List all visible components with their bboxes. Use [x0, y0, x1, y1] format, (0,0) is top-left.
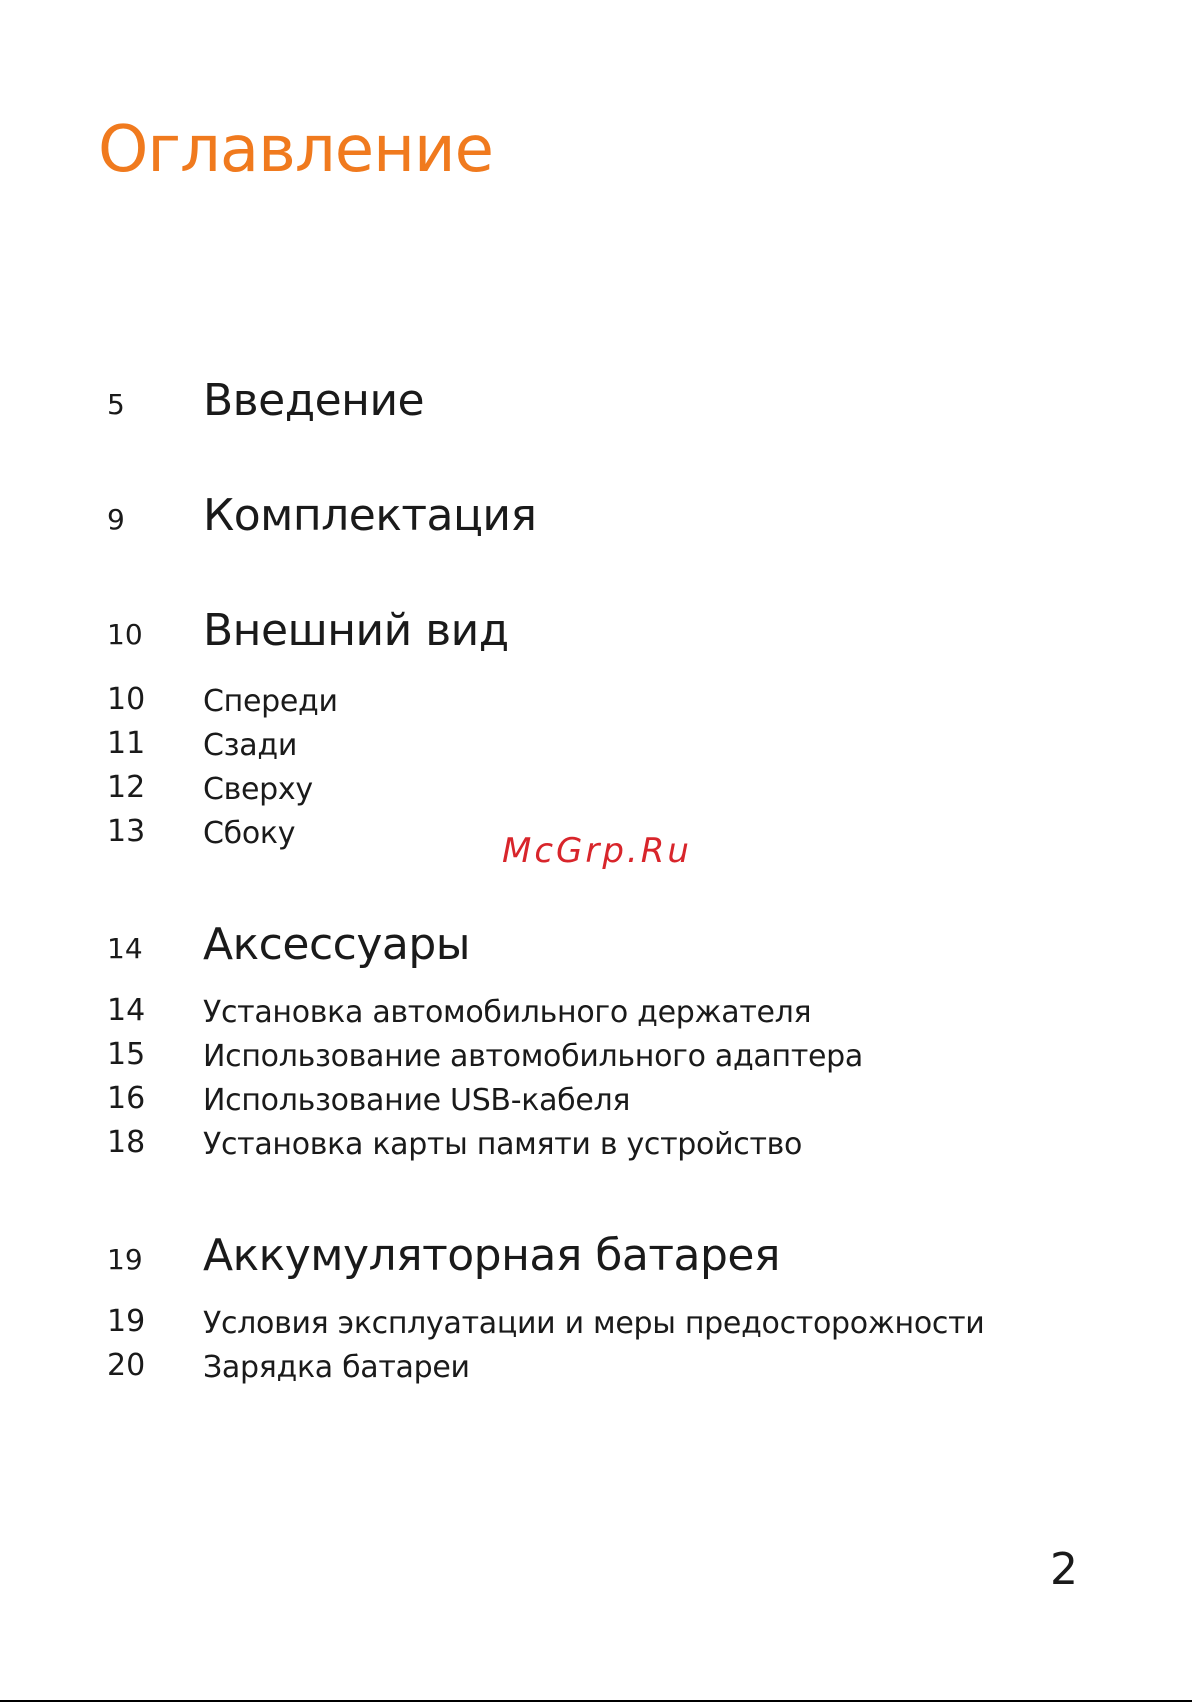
toc-item-page: 20 [107, 1348, 146, 1383]
toc-item-title: Установка автомобильного держателя [203, 995, 812, 1030]
toc-item-title: Сзади [203, 728, 298, 763]
toc-item-title: Использование USB-кабеля [203, 1083, 631, 1118]
toc-section-page: 9 [107, 503, 125, 536]
toc-section-page: 10 [107, 618, 143, 651]
toc-item-page: 15 [107, 1037, 146, 1072]
toc-section-title: Внешний вид [203, 605, 509, 656]
toc-section-title: Аксессуары [203, 919, 470, 970]
toc-section-title: Комплектация [203, 490, 537, 541]
toc-item-title: Сбоку [203, 816, 296, 851]
toc-item-title: Условия эксплуатации и меры предосторожности [203, 1306, 985, 1341]
page-title: Оглавление [98, 113, 493, 187]
toc-item-page: 19 [107, 1304, 146, 1339]
toc-item-title: Использование автомобильного адаптера [203, 1039, 863, 1074]
toc-section-title: Введение [203, 375, 425, 426]
toc-section-page: 19 [107, 1243, 143, 1276]
toc-item-page: 11 [107, 726, 146, 761]
toc-item-page: 14 [107, 993, 146, 1028]
watermark: McGrp.Ru [502, 831, 692, 871]
toc-item-page: 18 [107, 1125, 146, 1160]
toc-item-page: 12 [107, 770, 146, 805]
toc-item-title: Спереди [203, 684, 338, 719]
page-number: 2 [1050, 1544, 1078, 1595]
toc-section-title: Аккумуляторная батарея [203, 1230, 780, 1281]
toc-item-title: Зарядка батареи [203, 1350, 470, 1385]
toc-item-title: Сверху [203, 772, 313, 807]
toc-section-page: 14 [107, 932, 143, 965]
toc-item-page: 13 [107, 814, 146, 849]
toc-item-title: Установка карты памяти в устройство [203, 1127, 803, 1162]
toc-section-page: 5 [107, 388, 125, 421]
toc-item-page: 16 [107, 1081, 146, 1116]
toc-item-page: 10 [107, 682, 146, 717]
